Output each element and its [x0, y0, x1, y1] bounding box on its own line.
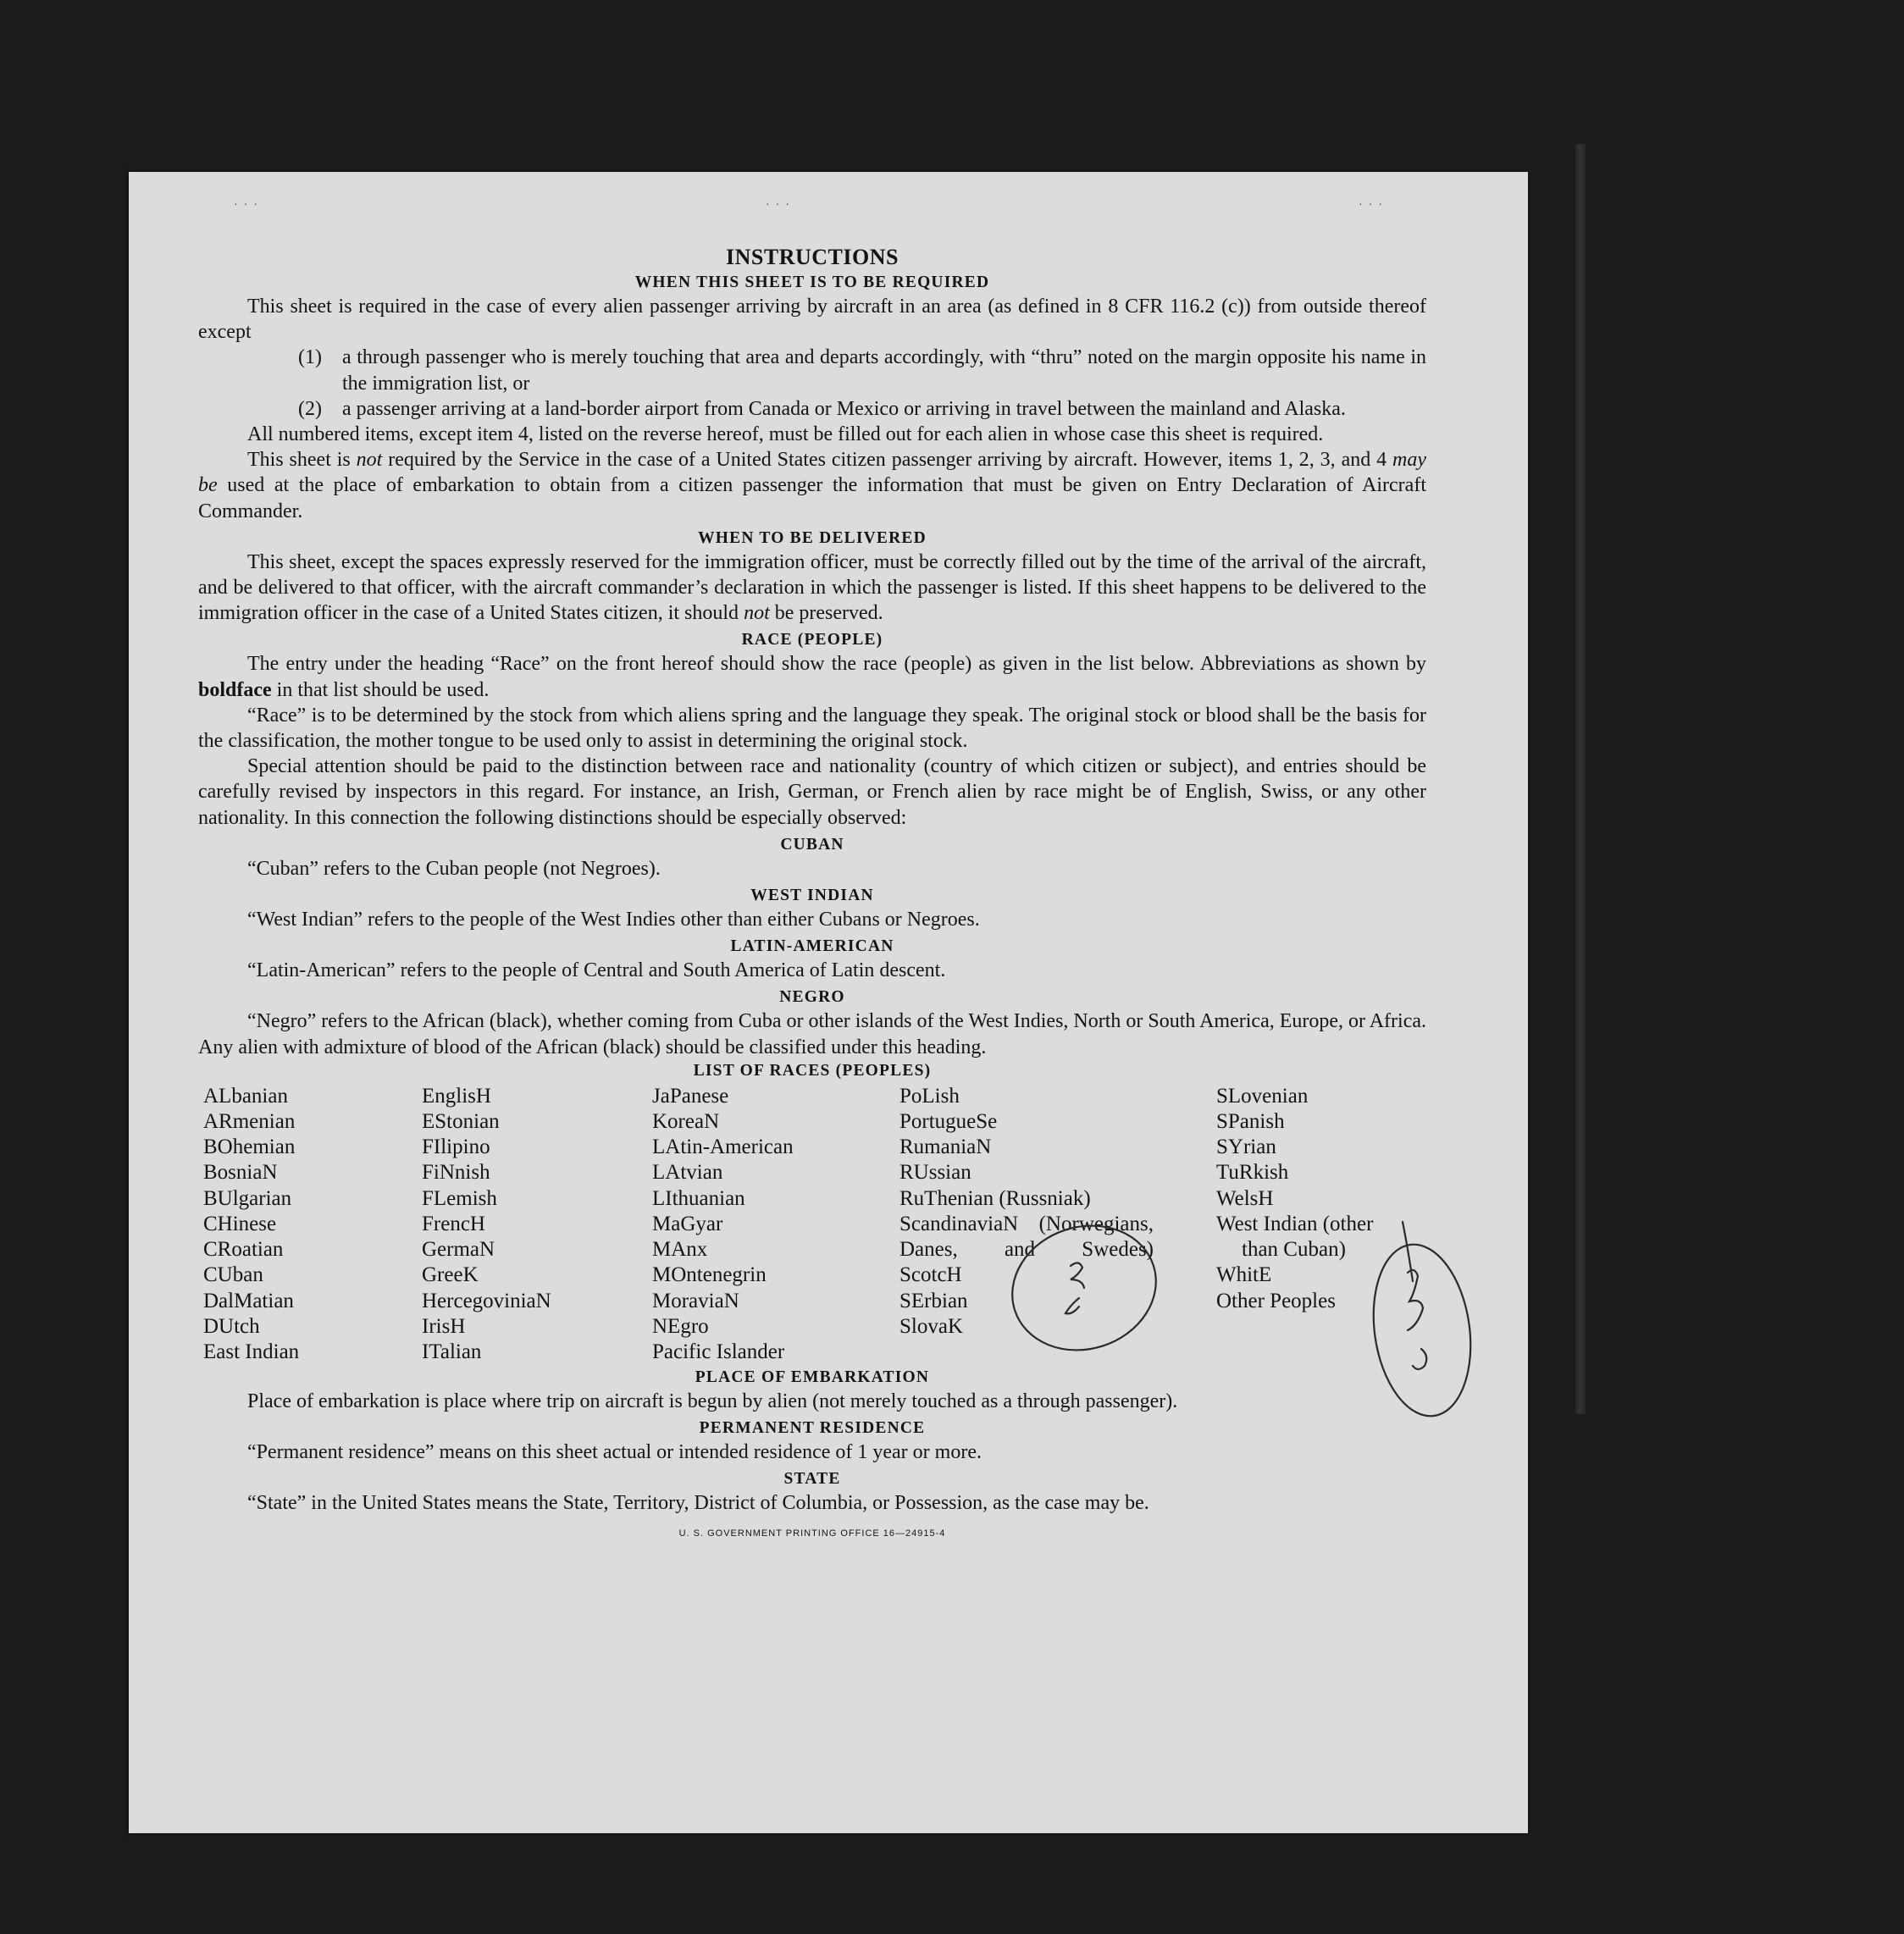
race-entry: GermaN — [422, 1238, 495, 1262]
race-entry: CUban — [203, 1263, 263, 1287]
race-entry: MAnx — [652, 1238, 708, 1262]
race-entry: ITalian — [422, 1340, 482, 1363]
text-run: used at the place of embarkation to obtain from a citizen passenger the information that must be given on Entry Declaration of Aircraft Commander. — [198, 474, 1426, 522]
paragraph: “Latin-American” refers to the people of Central and South America of Latin descent. — [247, 959, 946, 982]
race-entry: FIlipino — [422, 1136, 490, 1159]
race-column-2 — [422, 1084, 551, 1365]
race-entry: MaGyar — [652, 1212, 723, 1235]
paragraph: All numbered items, except item 4, listed on the reverse hereof, must be filled out for each alien in whose case this sheet is required. — [247, 423, 1324, 446]
heading-when-required: WHEN THIS SHEET IS TO BE REQUIRED — [634, 274, 990, 291]
race-entry: CHinese — [203, 1212, 277, 1235]
race-entry: East Indian — [203, 1340, 300, 1363]
paragraph: This sheet is required in the case of every alien passenger arriving by aircraft in an area (as defined in 8 CFR 116.2 (c)) from outside thereof except — [198, 296, 1426, 344]
race-entry: GreeK — [422, 1263, 479, 1287]
race-entry: FiNnish — [422, 1161, 490, 1185]
race-entry: West Indian (other — [1216, 1212, 1374, 1235]
race-entry: FrencH — [422, 1212, 485, 1235]
race-entry: HercegoviniaN — [422, 1289, 551, 1312]
race-entry: BosniaN — [203, 1161, 278, 1185]
page-title: INSTRUCTIONS — [726, 245, 899, 269]
race-entry: PortugueSe — [899, 1110, 998, 1134]
printer-imprint: U. S. GOVERNMENT PRINTING OFFICE 16—24915-4 — [678, 1528, 946, 1539]
race-column-3 — [652, 1084, 794, 1365]
race-entry: WelsH — [1216, 1186, 1274, 1210]
heading-west-indian: WEST INDIAN — [750, 887, 874, 905]
race-entry: CRoatian — [203, 1238, 284, 1262]
race-entry: DalMatian — [203, 1289, 294, 1312]
emphasis-not: not — [744, 602, 770, 625]
race-entry: SLovenian — [1216, 1084, 1309, 1108]
race-column-5 — [1216, 1084, 1373, 1314]
heading-negro: NEGRO — [779, 988, 845, 1007]
paragraph: “State” in the United States means the State, Territory, District of Columbia, or Possession, as the case may be. — [247, 1492, 1149, 1515]
list-number: (1) — [298, 346, 322, 369]
race-entry: RUssian — [899, 1161, 971, 1185]
list-number: (2) — [298, 397, 322, 420]
paragraph: “Race” is to be determined by the stock from which aliens spring and the language they speak. The original stock or blood shall be the basis for the classification, the mother tongue to be used only to assist in determining the original stock. — [198, 704, 1426, 753]
paragraph: Special attention should be paid to the distinction between race and nationality (country of which citizen or subject), and entries should be carefully revised by inspectors in this regard. For instance, an Irish, German, or French alien by race might be of English, Swiss, or any other nationality. In this connection the following distinctions should be especially observed: — [198, 755, 1426, 829]
heading-race: RACE (PEOPLE) — [741, 631, 883, 649]
paragraph: “West Indian” refers to the people of the West Indies other than either Cubans or Negroes. — [247, 909, 980, 931]
bold-boldface: boldface — [198, 678, 272, 701]
race-entry: DUtch — [203, 1314, 260, 1338]
race-entry: LAtvian — [652, 1161, 723, 1185]
race-entry: BOhemian — [203, 1136, 296, 1159]
race-entry: LAtin-American — [652, 1136, 794, 1159]
race-entry: ScandinaviaN (Norwegians, Danes, and Swedes) — [899, 1212, 1154, 1262]
race-entry: RuThenian (Russniak) — [899, 1186, 1091, 1210]
list-item — [298, 345, 1426, 395]
paragraph — [198, 550, 1426, 627]
race-entry: TuRkish — [1216, 1161, 1289, 1185]
emphasis-not: not — [356, 449, 383, 472]
text-run: required by the Service in the case of a United States citizen passenger arriving by aircraft. However, items 1, 2, 3, and 4 — [382, 449, 1393, 472]
race-entry: SErbian — [899, 1289, 968, 1312]
race-entry: Pacific Islander — [652, 1340, 785, 1363]
race-entry: SlovaK — [899, 1314, 963, 1338]
race-entry: RumaniaN — [899, 1136, 992, 1159]
race-list — [198, 1084, 1426, 1363]
text-run: This sheet is — [247, 449, 357, 472]
document-page — [129, 172, 1528, 1833]
race-entry: EStonian — [422, 1110, 500, 1134]
race-entry: FLemish — [422, 1186, 497, 1210]
race-entry: ARmenian — [203, 1110, 296, 1134]
paragraph — [198, 651, 1426, 702]
race-entry: BUlgarian — [203, 1186, 292, 1210]
heading-state: STATE — [783, 1470, 841, 1489]
race-entry: than Cuban) — [1242, 1238, 1346, 1262]
text-run: The entry under the heading “Race” on the front hereof should show the race (people) as given in the list below. Abbreviations as shown by — [247, 653, 1426, 676]
race-entry: MoraviaN — [652, 1289, 739, 1312]
race-entry: NEgro — [652, 1314, 709, 1338]
paragraph: “Permanent residence” means on this sheet actual or intended residence of 1 year or more. — [247, 1441, 982, 1464]
heading-list-of-races: LIST OF RACES (PEOPLES) — [693, 1061, 932, 1080]
paragraph — [198, 447, 1426, 524]
paragraph: “Negro” refers to the African (black), whether coming from Cuba or other islands of the West Indies, North or South America, Europe, or Africa. Any alien with admixture of blood of the African (black) should be classified under this heading. — [198, 1010, 1426, 1058]
scanner-edge-strip — [1575, 144, 1586, 1414]
race-entry: SYrian — [1216, 1136, 1276, 1159]
list-text: a through passenger who is merely touching that area and departs accordingly, with “thru” noted on the margin opposite his name in the immigration list, or — [342, 346, 1426, 395]
heading-permanent-residence: PERMANENT RESIDENCE — [699, 1419, 926, 1438]
emphasis-may-be: may be — [198, 449, 1426, 497]
heading-latin-american: LATIN-AMERICAN — [730, 937, 894, 956]
race-entry: LIthuanian — [652, 1186, 745, 1210]
race-entry: Other Peoples — [1216, 1289, 1336, 1312]
heading-cuban: CUBAN — [780, 835, 844, 854]
race-entry: JaPanese — [652, 1084, 729, 1108]
text-run: This sheet, except the spaces expressly reserved for the immigration officer, must be correctly filled out by the time of the arrival of the aircraft, and be delivered to that officer, with the aircraft commander’s declaration in which the passenger is listed. If this sheet happens to be delivered to the immigration officer in the case of a United States citizen, it should — [198, 550, 1426, 625]
race-entry: SPanish — [1216, 1110, 1285, 1134]
instructions-content — [198, 243, 1426, 1547]
list-item — [298, 396, 1426, 422]
scan-speck: · · · — [1359, 199, 1382, 212]
race-column-4 — [899, 1084, 1154, 1340]
race-entry: ALbanian — [203, 1084, 288, 1108]
race-entry: PoLish — [899, 1084, 960, 1108]
race-column-1 — [203, 1084, 299, 1365]
race-entry: WhitE — [1216, 1263, 1272, 1287]
race-entry: IrisH — [422, 1314, 466, 1338]
race-entry: ScotcH — [899, 1263, 962, 1287]
scan-speck: · · · — [234, 199, 257, 212]
text-run: be preserved. — [769, 602, 883, 625]
race-entry: EnglisH — [422, 1084, 491, 1108]
scan-speck: · · · — [766, 199, 789, 212]
heading-when-delivered: WHEN TO BE DELIVERED — [698, 528, 927, 547]
list-text: a passenger arriving at a land-border airport from Canada or Mexico or arriving in travel between the mainland and Alaska. — [342, 397, 1346, 420]
paragraph: “Cuban” refers to the Cuban people (not Negroes). — [247, 857, 661, 880]
text-run: in that list should be used. — [271, 678, 490, 701]
race-entry: MOntenegrin — [652, 1263, 767, 1287]
paragraph: Place of embarkation is place where trip on aircraft is begun by alien (not merely touched as a through passenger). — [247, 1390, 1178, 1412]
heading-place-of-embarkation: PLACE OF EMBARKATION — [695, 1368, 930, 1386]
race-entry: KoreaN — [652, 1110, 720, 1134]
